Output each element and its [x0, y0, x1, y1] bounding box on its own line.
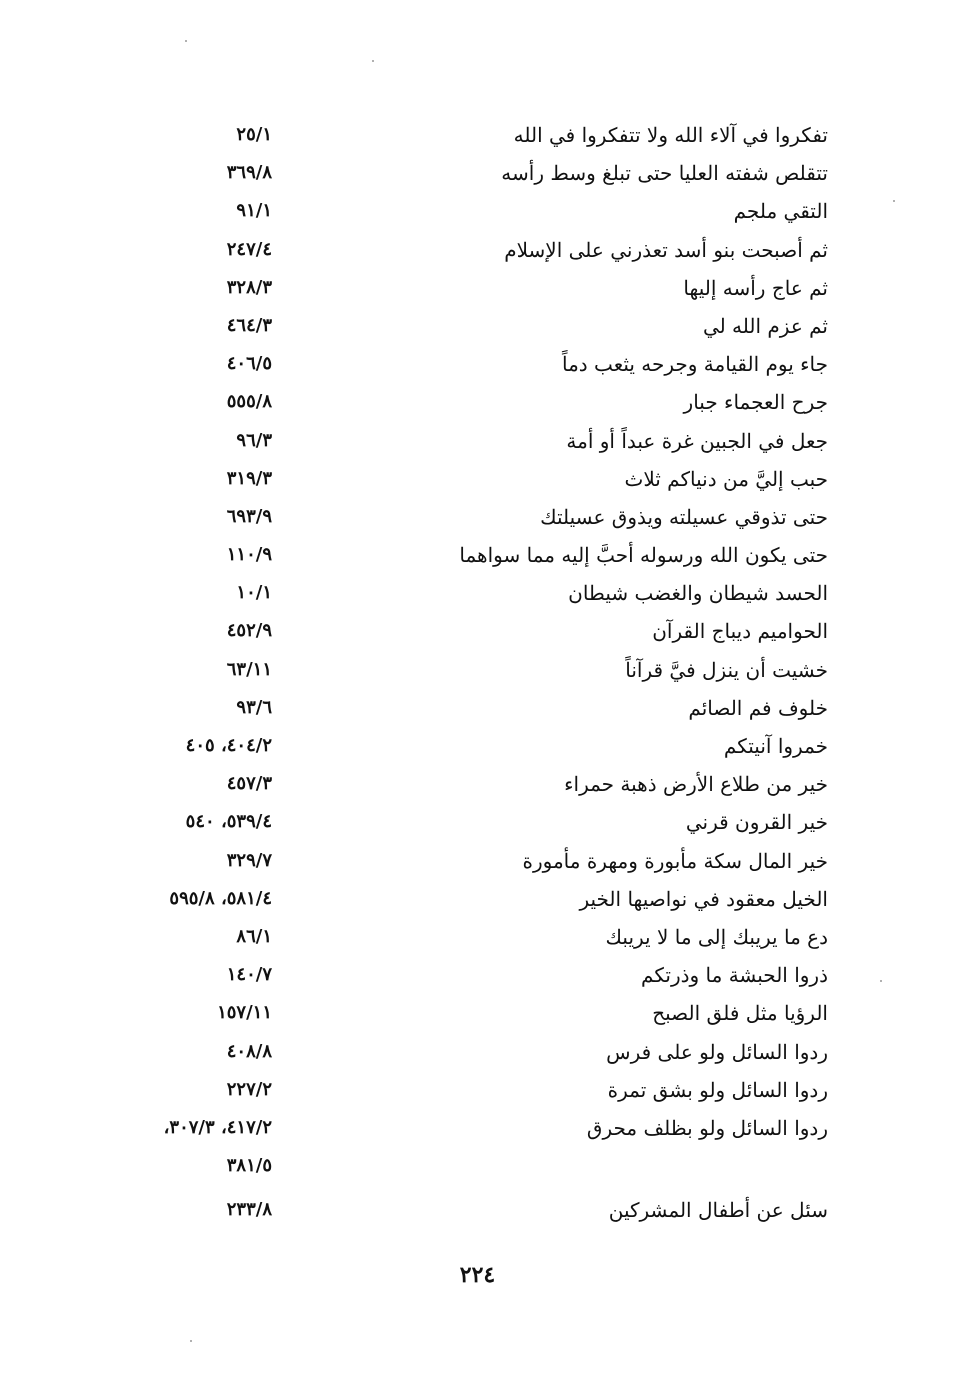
hadith-text: ردوا السائل ولو على فرس — [606, 1039, 828, 1064]
hadith-text: خشيت أن ينزل فيَّ قرآناً — [625, 657, 828, 682]
list-item — [0, 500, 955, 538]
scan-speck — [372, 60, 374, 62]
volume-page-ref: ٤٠٦/٥ — [226, 353, 272, 375]
hadith-text: ردوا السائل ولو بظلف محرق — [586, 1115, 828, 1140]
volume-page-ref: ٢٥/١ — [236, 124, 272, 145]
list-item — [0, 576, 955, 614]
hadith-text: جرح العجماء جبار — [683, 390, 828, 415]
list-item — [0, 805, 955, 843]
list-item — [0, 767, 955, 805]
list-item — [0, 309, 955, 347]
list-item — [0, 538, 955, 576]
list-item — [0, 1111, 955, 1149]
scan-speck — [190, 1340, 192, 1342]
list-item — [0, 1035, 955, 1073]
volume-page-ref: ١٠/١ — [236, 582, 272, 604]
hadith-text: ثم عزم الله لي — [702, 313, 828, 338]
volume-page-ref: ٥٨١/٤، ٥٩٥/٨ — [169, 887, 272, 909]
list-item — [0, 614, 955, 652]
hadith-text: التقي ملجم — [733, 199, 828, 224]
volume-page-ref: ٤٦٤/٣ — [226, 314, 272, 336]
hadith-text: دع ما يريبك إلى ما لا يريبك — [605, 924, 828, 949]
list-item — [0, 271, 955, 309]
hadith-text: تتقلص شفته العليا حتى تبلغ وسط رأسه — [501, 161, 828, 186]
list-item — [0, 844, 955, 882]
volume-page-ref: ٢٢٧/٢ — [226, 1078, 272, 1100]
hadith-text: حبب إليَّ من دنياكم ثلاث — [624, 466, 828, 491]
scan-speck — [880, 980, 882, 982]
list-item — [0, 958, 955, 996]
hadith-text: الخيل معقود في نواصيها الخير — [579, 886, 828, 911]
volume-page-ref: ٤٥٢/٩ — [226, 620, 272, 642]
hadith-text: ذروا الحبشة ما وذرتكم — [641, 963, 828, 988]
volume-page-ref: ١١٠/٩ — [226, 544, 272, 566]
scan-speck — [185, 40, 187, 42]
hadith-text: خير القرون قرني — [685, 810, 828, 835]
list-item — [0, 1193, 955, 1231]
volume-page-ref: ٣٢٩/٧ — [226, 849, 272, 871]
hadith-text: جاء يوم القيامة وجرحه يثعب دماً — [561, 352, 828, 377]
volume-page-ref: ٣١٩/٣ — [226, 467, 272, 489]
volume-page-ref: ٦٣/١١ — [226, 658, 272, 680]
volume-page-ref: ٩٦/٣ — [236, 429, 272, 451]
hadith-text: جعل في الجبين غرة عبداً أو أمة — [566, 428, 828, 453]
list-item — [0, 347, 955, 385]
volume-page-ref: ٦٩٣/٩ — [226, 505, 272, 527]
hadith-text: سئل عن أطفال المشركين — [608, 1198, 828, 1223]
list-item — [0, 194, 955, 232]
hadith-text: خمروا آنيتكم — [723, 734, 828, 758]
list-item — [0, 1073, 955, 1111]
list-item — [0, 996, 955, 1034]
list-item — [0, 156, 955, 194]
volume-page-ref: ٩١/١ — [236, 200, 272, 222]
hadith-text: خير من طلاع الأرض ذهبة حمراء — [564, 772, 828, 797]
list-item — [0, 233, 955, 271]
list-item — [0, 691, 955, 729]
hadith-text: ثم أصبحت بنو أسد تعذرني على الإسلام — [504, 237, 828, 262]
list-item — [0, 882, 955, 920]
list-item — [0, 424, 955, 462]
list-item — [0, 920, 955, 958]
volume-page-ref: ٥٣٩/٤، ٥٤٠ — [185, 811, 272, 833]
hadith-index-list — [0, 118, 955, 1231]
list-item — [0, 1149, 955, 1187]
volume-page-ref: ٣٦٩/٨ — [226, 162, 272, 184]
hadith-text: خير المال سكة مأبورة ومهرة مأمورة — [522, 848, 828, 873]
volume-page-ref: ٩٣/٦ — [236, 696, 272, 718]
hadith-text: ردوا السائل ولو بشق تمرة — [607, 1077, 828, 1102]
hadith-text: حتى تذوقي عسيلته ويذوق عسيلتك — [540, 504, 828, 529]
volume-page-ref: ٢٤٧/٤ — [226, 238, 272, 260]
volume-page-ref: ٣٢٨/٣ — [226, 276, 272, 298]
hadith-text: حتى يكون الله ورسوله أحبَّ إليه مما سواهما — [459, 543, 828, 568]
list-item — [0, 653, 955, 691]
list-item — [0, 729, 955, 767]
hadith-text: الحسد شيطان والغضب شيطان — [568, 581, 828, 606]
volume-page-ref: ٤١٧/٢، ٣٠٧/٣، — [163, 1116, 272, 1138]
page-number: ٢٢٤ — [459, 1262, 496, 1288]
volume-page-ref: ٣٨١/٥ — [226, 1155, 272, 1177]
volume-page-ref: ٨٦/١ — [236, 925, 272, 947]
volume-page-ref: ٤٥٧/٣ — [226, 773, 272, 795]
scan-speck — [893, 200, 895, 202]
list-item — [0, 385, 955, 423]
volume-page-ref: ١٤٠/٧ — [226, 964, 272, 986]
volume-page-ref: ٥٥٥/٨ — [226, 391, 272, 413]
hadith-text: ثم عاج رأسه إليها — [683, 275, 828, 300]
hadith-text: الحواميم ديباج القرآن — [652, 619, 828, 644]
list-item — [0, 462, 955, 500]
volume-page-ref: ١٥٧/١١ — [217, 1002, 272, 1024]
hadith-text: الرؤيا مثل فلق الصبح — [652, 1001, 828, 1026]
volume-page-ref: ٢٣٣/٨ — [226, 1199, 272, 1221]
list-item — [0, 118, 955, 156]
volume-page-ref: ٤٠٤/٢، ٤٠٥ — [185, 735, 272, 756]
hadith-text: خلوف فم الصائم — [688, 695, 828, 720]
hadith-text: تفكروا في آلاء الله ولا تتفكروا في الله — [513, 123, 828, 147]
volume-page-ref: ٤٠٨/٨ — [226, 1040, 272, 1062]
